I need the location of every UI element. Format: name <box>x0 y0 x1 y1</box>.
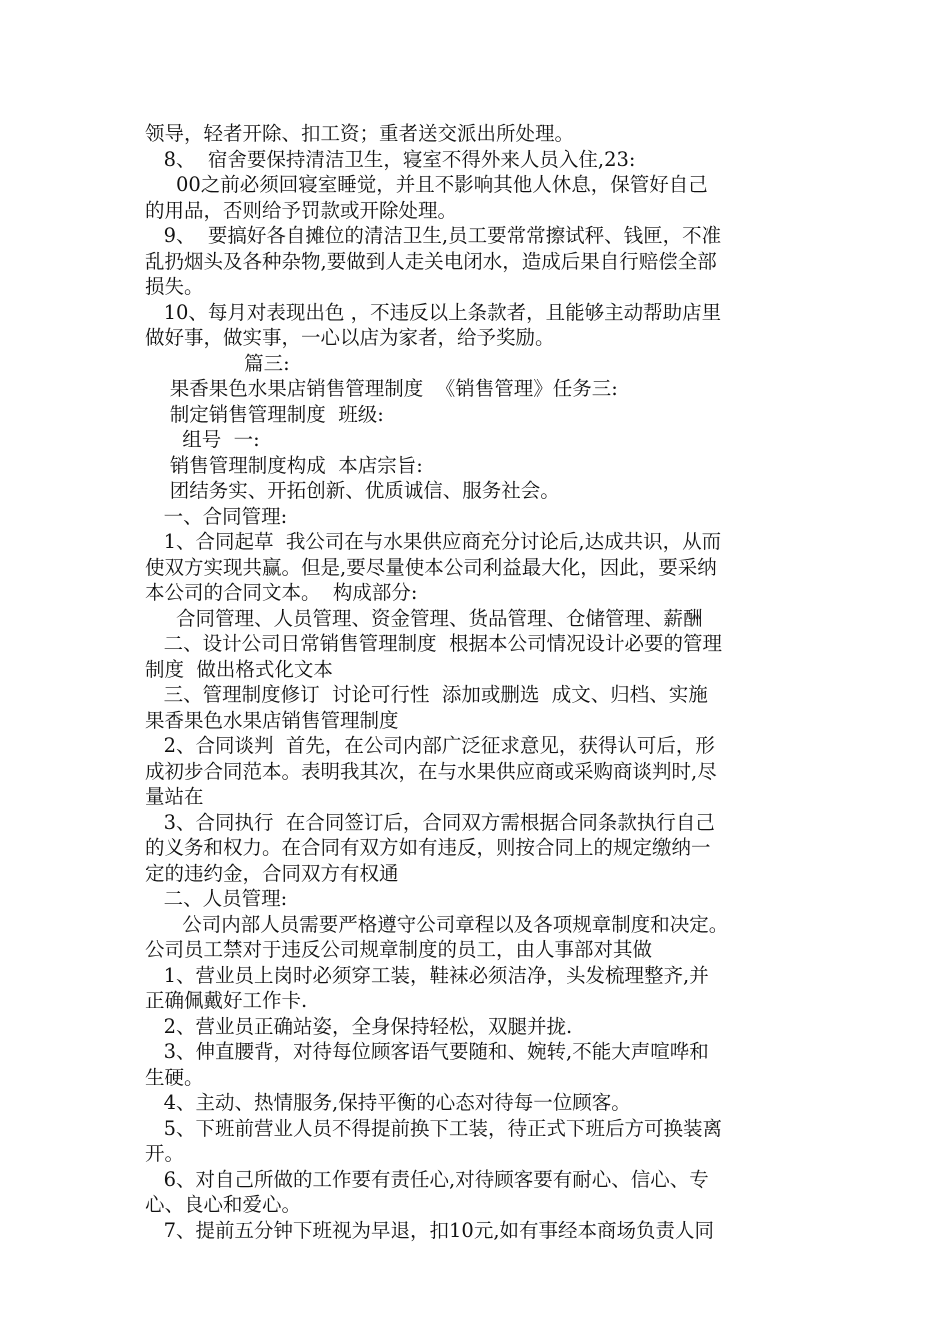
text-line: 制定销售管理制度 班级: <box>145 402 384 426</box>
text-line: 二、人员管理: <box>145 887 288 910</box>
text-line: 做好事，做实事，一心以店为家者，给予奖励。 <box>145 326 555 349</box>
text-line: 7、提前五分钟下班视为早退，扣10元,如有事经本商场负责人同 <box>145 1218 715 1242</box>
text-line: 生硬。 <box>145 1065 204 1089</box>
text-line: 合同管理、人员管理、资金管理、货品管理、仓储管理、薪酬 <box>145 606 703 630</box>
text-line: 量站在 <box>145 785 204 808</box>
text-line: 使双方实现共赢。但是,要尽量使本公司利益最大化，因此，要采纳 <box>145 555 717 579</box>
text-line: 损失。 <box>145 275 204 298</box>
text-line: 篇三: <box>145 351 290 375</box>
text-line: 果香果色水果店销售管理制度 <box>145 708 399 732</box>
text-line: 二、设计公司日常销售管理制度 根据本公司情况设计必要的管理 <box>145 632 722 655</box>
text-line: 3、合同执行 在合同签订后，合同双方需根据合同条款执行自己 <box>145 810 715 834</box>
text-line: 组号 一: <box>145 428 260 451</box>
text-line: 销售管理制度构成 本店宗旨: <box>145 453 423 477</box>
text-line: 开。 <box>145 1142 185 1165</box>
text-line: 制度 做出格式化文本 <box>145 657 333 681</box>
text-line: 领导，轻者开除、扣工资；重者送交派出所处理。 <box>145 122 575 145</box>
text-line: 3、伸直腰背，对待每位顾客语气要随和、婉转,不能大声喧哗和 <box>145 1040 709 1063</box>
text-line: 1、营业员上岗时必须穿工装，鞋袜必须洁净，头发梳理整齐,并 <box>145 963 709 987</box>
document-body <box>145 121 810 1243</box>
text-line: 本公司的合同文本。 构成部分: <box>145 581 418 604</box>
text-line: 1、合同起草 我公司在与水果供应商充分讨论后,达成共识，从而 <box>145 530 722 553</box>
text-line: 乱扔烟头及各种杂物,要做到人走关电闭水，造成后果自行赔偿全部 <box>145 249 717 273</box>
text-line: 三、管理制度修订 讨论可行性 添加或删选 成文、归档、实施 <box>145 683 708 706</box>
text-line: 6、对自己所做的工作要有责任心,对待顾客要有耐心、信心、专 <box>145 1167 709 1191</box>
text-line: 果香果色水果店销售管理制度 《销售管理》任务三: <box>145 377 618 400</box>
text-line: 00之前必须回寝室睡觉，并且不影响其他人休息，保管好自己 <box>145 173 708 196</box>
text-line: 公司内部人员需要严格遵守公司章程以及各项规章制度和决定。 <box>145 912 729 936</box>
text-line: 10、每月对表现出色 ，不违反以上条款者，且能够主动帮助店里 <box>145 300 722 324</box>
text-line: 团结务实、开拓创新、优质诚信、服务社会。 <box>145 479 560 502</box>
text-line: 2、合同谈判 首先，在公司内部广泛征求意见，获得认可后，形 <box>145 734 715 757</box>
text-line: 2、营业员正确站姿，全身保持轻松，双腿并拢. <box>145 1014 573 1038</box>
text-line: 正确佩戴好工作卡. <box>145 989 308 1012</box>
text-line: 成初步合同范本。表明我其次，在与水果供应商或采购商谈判时,尽 <box>145 759 717 783</box>
text-line: 一、合同管理: <box>145 504 288 528</box>
text-line: 5、下班前营业人员不得提前换下工装，待正式下班后方可换装离 <box>145 1116 723 1140</box>
text-line: 公司员工禁对于违反公司规章制度的员工，由人事部对其做 <box>145 938 653 961</box>
text-line: 的用品，否则给予罚款或开除处理。 <box>145 198 458 222</box>
text-line: 8、 宿舍要保持清洁卫生，寝室不得外来人员入住,23: <box>145 147 636 171</box>
text-line: 4、主动、热情服务,保持平衡的心态对待每一位顾客。 <box>145 1091 631 1114</box>
text-line: 定的违约金，合同双方有权通 <box>145 861 399 885</box>
text-line: 心、良心和爱心。 <box>145 1193 302 1216</box>
text-line: 的义务和权力。在合同有双方如有违反，则按合同上的规定缴纳一 <box>145 836 711 859</box>
text-line: 9、 要搞好各自摊位的清洁卫生,员工要常常擦试秤、钱匣，不准 <box>145 224 722 247</box>
